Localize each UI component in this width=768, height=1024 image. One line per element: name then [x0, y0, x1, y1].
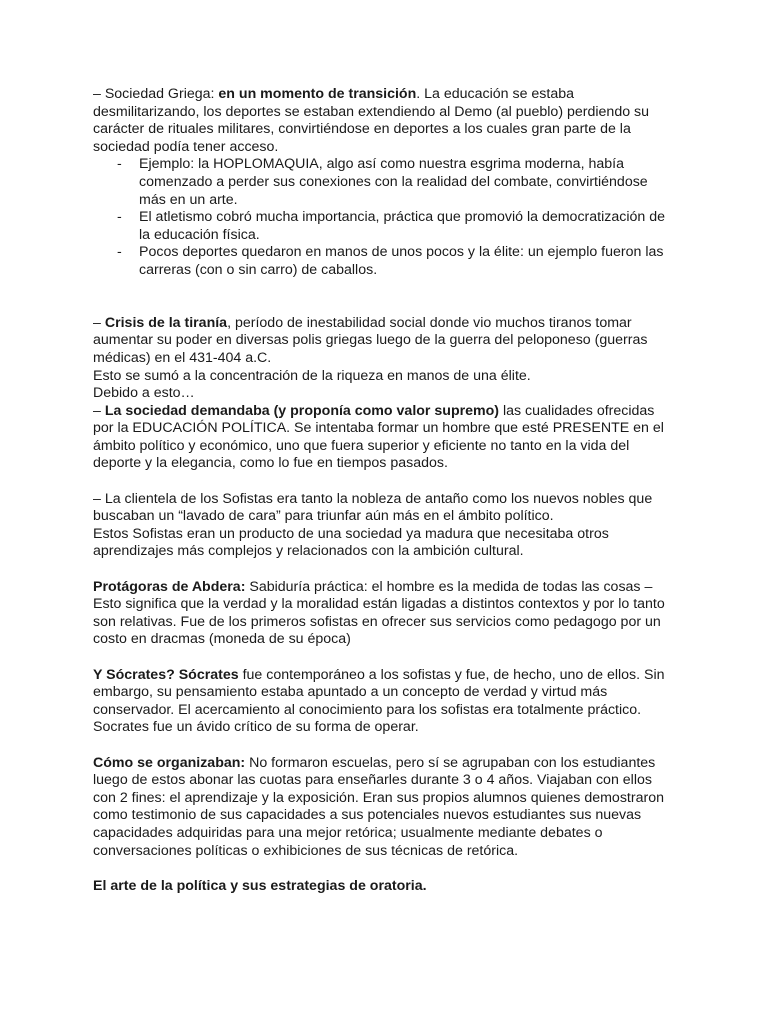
bold-phrase: Cómo se organizaban: [93, 754, 246, 771]
spacer [93, 280, 673, 315]
paragraph-text: , período de inestabilidad social donde vio muchos tiranos tomar aumentar su poder en diversas polis griegas luego de la guerra del peloponeso (guerras médicas) en el 431-404 a.C. [93, 314, 648, 366]
spacer [93, 860, 673, 878]
list-item [93, 244, 673, 279]
paragraph-intro: – [93, 402, 105, 419]
paragraph-crisis-tirania [93, 315, 673, 368]
paragraph-line: Debido a esto… [93, 385, 195, 402]
paragraph-intro: – [93, 314, 105, 331]
list-item-text: El atletismo cobró mucha importancia, práctica que promovió la democratización de la educación física. [139, 209, 665, 243]
list-item-text: Ejemplo: la HOPLOMAQUIA, algo así como nuestra esgrima moderna, había comenzado a perder sus conexiones con la realidad del combate, convirtiéndose más en un arte. [139, 156, 648, 208]
bold-phrase: La sociedad demandaba (y proponía como valor supremo) [104, 402, 500, 419]
document-page [93, 86, 673, 895]
paragraph-socrates [93, 667, 673, 737]
bold-phrase: Y Sócrates? Sócrates [93, 666, 239, 683]
paragraph-organizacion [93, 755, 673, 861]
spacer [93, 473, 673, 491]
bold-phrase: El arte de la política y sus estrategias de oratoria. [93, 877, 427, 894]
bullet-dash: - [117, 156, 122, 173]
bullet-dash: - [117, 244, 122, 261]
paragraph-sofistas-producto: Estos Sofistas eran un producto de una sociedad ya madura que necesitaba otros aprendizajes más complejos y relacionados con la ambición cultural. [93, 525, 609, 560]
paragraph-clientela: – La clientela de los Sofistas era tanto la nobleza de antaño como los nuevos nobles que buscaban un “lavado de cara” para triunfar aún más en el ámbito político. [93, 490, 653, 525]
paragraph-text: Sabiduría práctica: el hombre es la medida de todas las cosas – Esto significa que la verdad y la moralidad están ligadas a distintos contextos y por lo tanto son relativas. Fue de los primeros sofistas en ofrecer sus servicios como pedagogo por un costo en dracmas (moneda de su época) [93, 578, 665, 648]
bullet-dash: - [117, 209, 122, 226]
bold-phrase: en un momento de transición [218, 86, 417, 102]
paragraph-line: Esto se sumó a la concentración de la riqueza en manos de una élite. [93, 367, 531, 384]
paragraph-protagoras [93, 579, 673, 649]
spacer [93, 737, 673, 755]
paragraph-intro: – Sociedad Griega: [93, 86, 219, 102]
paragraph-text: No formaron escuelas, pero sí se agrupaban con los estudiantes luego de estos abonar las cuotas para enseñarles durante 3 o 4 años. Viajaban con ellos con 2 fines: el aprendizaje y la exposición. Eran sus propios alumnos quienes demostraron como testimonio de sus capacidades a sus potenciales nuevos estudiantes sus nuevas capacidades adquiridas para una mejor retórica; usualmente mediante debates o conversaciones políticas o exhibiciones de sus técnicas de retórica. [93, 754, 664, 859]
bold-phrase: Protágoras de Abdera: [93, 578, 246, 595]
list-item-text: Pocos deportes quedaron en manos de unos pocos y la élite: un ejemplo fueron las carreras (con o sin carro) de caballos. [139, 244, 664, 278]
paragraph-text: las cualidades ofrecidas por la EDUCACIÓN POLÍTICA. Se intentaba formar un hombre que esté PRESENTE en el ámbito político y económico, uno que fuera superior y eficiente no tanto en la vida del deporte y la elegancia, como lo fue en tiempos pasados. [93, 402, 664, 472]
bullet-list [93, 156, 673, 279]
spacer [93, 649, 673, 667]
paragraph-text: . La educación se estaba desmilitarizando, los deportes se estaban extendiendo al Demo (al pueblo) perdiendo su carácter de rituales militares, convirtiéndose en deportes a los cuales gran parte de la sociedad podía tener acceso. [93, 86, 650, 155]
paragraph-text: fue contemporáneo a los sofistas y fue, de hecho, uno de ellos. Sin embargo, su pensamiento estaba apuntado a un concepto de verdad y virtud más conservador. El acercamiento al conocimiento para los sofistas era totalmente práctico. Socrates fue un ávido crítico de su forma de operar. [93, 666, 665, 736]
paragraph-sociedad-demandaba [93, 403, 673, 473]
paragraph-sociedad-griega [93, 86, 673, 156]
spacer [93, 561, 673, 579]
list-item [93, 156, 673, 209]
section-heading [93, 878, 673, 896]
list-item [93, 209, 673, 244]
bold-phrase: Crisis de la tiranía [104, 314, 228, 331]
